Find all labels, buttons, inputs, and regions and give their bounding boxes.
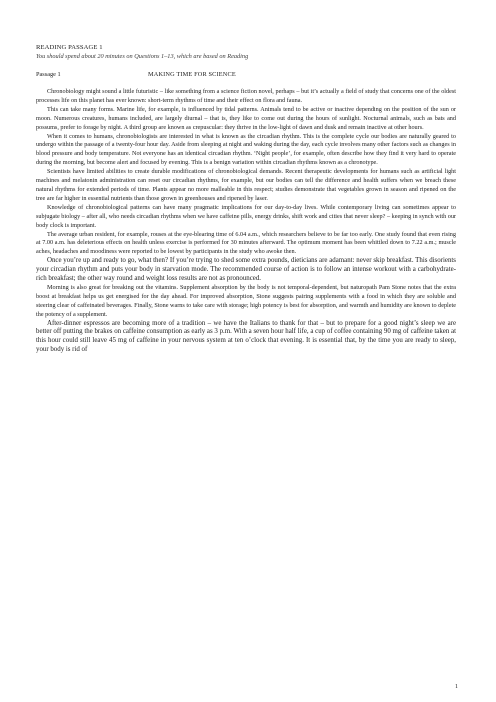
document-page — [36, 43, 456, 355]
paragraph: Scientists have limited abilities to create durable modifications of chronobiological demands. Recent therapeutic developments for humans such as artificial light machines and melatonin administration can reset our circadian rhythms, for example, but our bodies can tell the difference and health suffers when we breach these natural rhythms for extended periods of time. Plants appear no more malleable in this respect; studies demonstrate that vegetables grown in season and ripened on the tree are far higher in essential nutrients than those grown in greenhouses and ripened by laser. — [36, 168, 456, 202]
passage-label: Passage 1 — [36, 71, 61, 78]
passage-title: MAKING TIME FOR SCIENCE — [148, 71, 236, 78]
time-instruction: You should spend about 20 minutes on Questions 1–13, which are based on Reading — [36, 53, 249, 60]
paragraph: Morning is also great for breaking out the vitamins. Supplement absorption by the body is not temporal-dependent, but naturopath Pam Stone notes that the extra boost at breakfast helps us get energised for the day ahead. For improved absorption, Stone suggests pairing supplements with a food in which they are soluble and steering clear of caffeinated beverages. Finally, Stone warns to take care with storage; high potency is best for absorption, and warmth and humidity are known to deplete the potency of a supplement. — [36, 283, 456, 318]
passage-header — [36, 70, 456, 79]
section-heading: READING PASSAGE 1 — [36, 44, 103, 51]
paragraph: After-dinner espressos are becoming more of a tradition – we have the Italians to thank for that – but to prepare for a good night’s sleep we are better off putting the brakes on caffeine consumption as early as 3 p.m. With a seven hour half life, a cup of coffee containing 90 mg of caffeine taken at this hour could still leave 45 mg of caffeine in your nervous system at ten o’clock that evening. It is essential that, by the time you are ready to sleep, your body is rid of — [36, 319, 456, 354]
paragraph: Once you’re up and ready to go, what then? If you’re trying to shed some extra pounds, dieticians are adamant: never skip breakfast. This disorients your circadian rhythm and puts your body in starvation mode. The recommended course of action is to follow an intense workout with a carbohydrate-rich breakfast; the other way round and weight loss results are not as pronounced. — [36, 257, 456, 283]
paragraph: Knowledge of chronobiological patterns can have many pragmatic implications for our day-to-day lives. While contemporary living can sometimes appear to subjugate biology – after all, who needs circadian rhythms when we have caffeine pills, energy drinks, shift work and cities that never sleep? – keeping in synch with our body clock is important. — [36, 203, 456, 229]
paragraph: Chronobiology might sound a little futuristic – like something from a science fiction novel, perhaps – but it’s actually a field of study that concerns one of the oldest processes life on this planet has ever known: short-term rhythms of time and their effect on flora and fauna. — [36, 88, 456, 104]
page-number: 1 — [455, 684, 458, 690]
paragraph: This can take many forms. Marine life, for example, is influenced by tidal patterns. Animals tend to be active or inactive depending on the position of the sun or moon. Numerous creatures, humans included, are largely diurnal – that is, they like to come out during the hours of sunlight. Nocturnal animals, such as bats and possums, prefer to forage by night. A third group are known as crepuscular: they thrive in the low-light of dawn and dusk and remain inactive at other hours. — [36, 105, 456, 131]
paragraph: The average urban resident, for example, rouses at the eye-blearing time of 6.04 a.m., which researchers believe to be far too early. One study found that even rising at 7.00 a.m. has deleterious effects on health unless exercise is performed for 30 minutes afterward. The optimum moment has been whittled down to 7.22 a.m.; muscle aches, headaches and moodiness were reported to be lowest by participants in the study who awoke then. — [36, 230, 456, 256]
paragraph: When it comes to humans, chronobiologists are interested in what is known as the circadian rhythm. This is the complete cycle our bodies are naturally geared to undergo within the passage of a twenty-four hour day. Aside from sleeping at night and waking during the day, each cycle involves many other factors such as changes in blood pressure and body temperature. Not everyone has an identical circadian rhythm. ‘Night people’, for example, often describe how they find it very hard to operate during the morning, but become alert and focused by evening. This is a benign variation within circadian rhythms known as a chronotype. — [36, 132, 456, 167]
